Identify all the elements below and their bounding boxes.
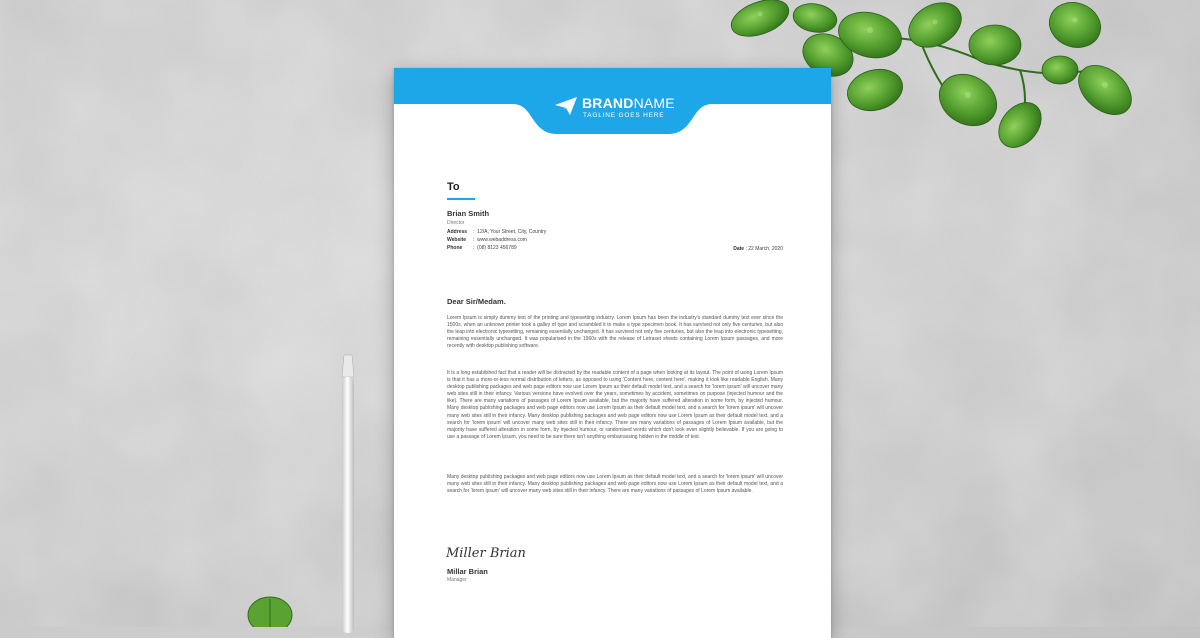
recipient-name: Brian Smith [447,209,490,218]
sender-name: Millar Brian [447,567,488,576]
leaf-decoration [235,585,305,627]
letterhead-page [394,68,831,638]
salutation: Dear Sir/Medam. [447,297,506,306]
body-paragraph: Lorem Ipsum is simply dummy text of the printing and typesetting industry. Lorem Ipsum has been the industry's standard dummy text ever since the 1500s, when an unknown printer took a galley of type and scrambled it to make a type specimen book. It has survived not only five centuries, but also the leap into electronic typesetting, remaining essentially unchanged. It has survived not only five centuries, but also the leap into electronic typesetting, remaining essentially unchanged. It was popularised in the 1960s with the release of Letraset sheets containing Lorem Ipsum passages, and more recently with desktop publishing software. [447,315,783,350]
brand-logo [554,94,674,124]
body-paragraph: Many desktop publishing packages and web page editors now use Lorem Ipsum as their default model text, and a search for 'lorem ipsum' will uncover many web sites still in their infancy. Many desktop publishing packages and web page editors now use Lorem Ipsum as their default model text, and a search for 'lorem ipsum' will uncover many web sites still in their infancy. There are many variations of passages of Lorem Ipsum available. [447,474,783,495]
sender-role: Manager [447,577,467,583]
recipient-role: Director [447,220,465,226]
to-underline [447,198,475,200]
address-row: Address : 12/A, Your Street, City, Country [447,229,547,235]
phone-row: Phone : (08) 8123 456789 [447,245,517,251]
handwritten-signature: Miller Brian [446,546,526,561]
body-paragraph: It is a long established fact that a reader will be distracted by the readable content of a page when looking at its layout. The point of using Lorem Ipsum is that it has a more-or-less normal distribution of letters, as opposed to using 'Content here, content here', making it look like readable English. Many desktop publishing packages and web page editors now use Lorem Ipsum as their default model text, and a search for 'lorem ipsum' will uncover many web sites still in their infancy. Various versions have evolved over the years, sometimes by accident, sometimes on purpose (injected humour and the like). There are many variations of passages of Lorem Ipsum available, but the majority have suffered alteration in some form, by injected humour. Many desktop publishing packages and web page editors now use Lorem Ipsum as their default model text, and a search for 'lorem ipsum' will uncover many web sites still in their infancy. Many desktop publishing packages and web page editors now use Lorem Ipsum as their default model text, and a search for 'lorem ipsum' will uncover many web sites still in their infancy. There are many variations of passages of Lorem Ipsum available, but the majority have suffered alteration in some form, by injected humour, or randomised words which don't look even slightly believable. If you are going to use a passage of Lorem Ipsum, you need to be sure there isn't anything embarrassing hidden in the middle of text. [447,370,783,440]
paper-plane-icon [554,96,578,116]
date-row: Date : 22 March, 2020 [733,246,783,252]
brand-tagline: TAGLINE GOES HERE [583,112,665,119]
brand-name: BRANDNAME [582,95,675,111]
pen-decoration [333,353,363,633]
website-row: Website : www.webaddress.com [447,237,527,243]
to-label: To [447,181,460,193]
